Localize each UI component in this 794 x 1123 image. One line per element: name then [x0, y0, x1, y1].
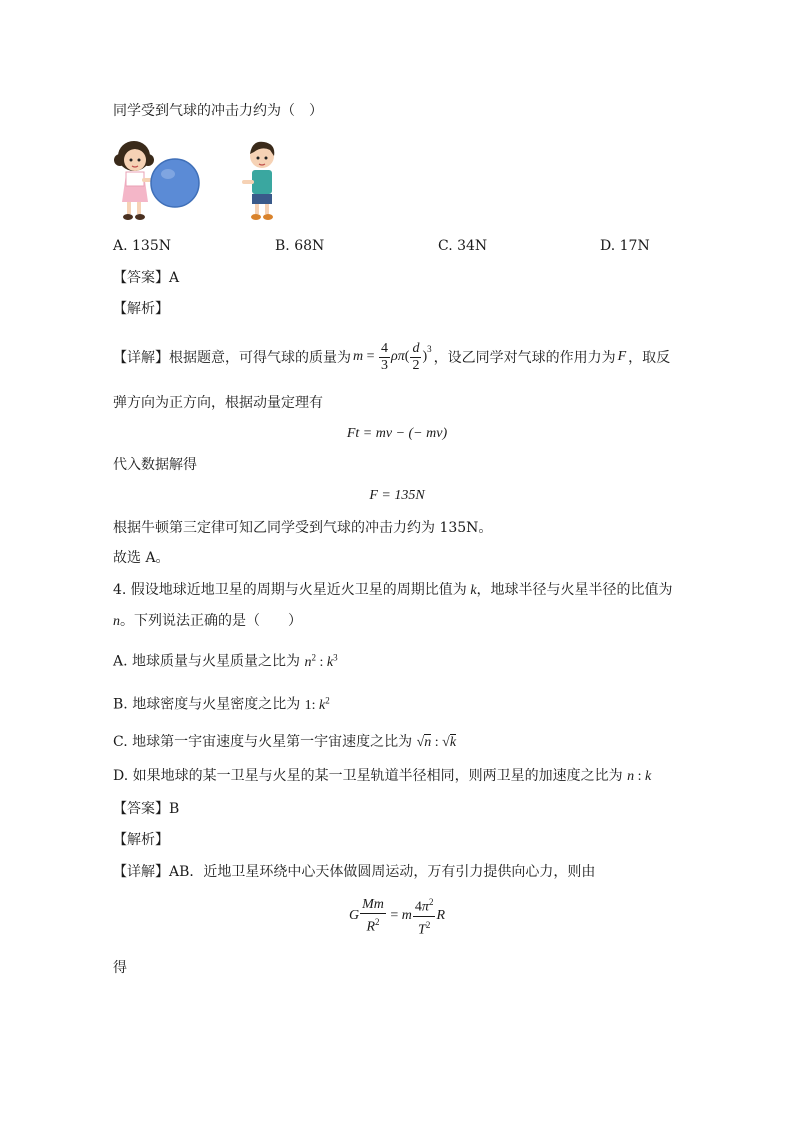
detail-tag: 【详解】	[113, 864, 169, 880]
q4-option-d	[113, 766, 651, 787]
q4-stem-2: 。下列说法正确的是（ ）	[120, 613, 302, 629]
q3-analysis-tag: 【解析】	[113, 301, 169, 317]
detail-text-1b: ，设乙同学对气球的作用力为	[433, 350, 616, 366]
q4-option-a	[113, 647, 338, 673]
q4-detail-line-2: 得	[113, 960, 127, 976]
q4-answer	[113, 799, 179, 819]
option-b-formula: 1: $k^2$	[304, 695, 330, 713]
force-result: F = 135N	[369, 488, 425, 503]
detail-text: AB．近地卫星环绕中心天体做圆周运动，万有引力提供向心力，则由	[169, 864, 596, 880]
q4-stem-1b: ，地球半径与火星半径的比值为	[476, 582, 673, 598]
ball	[151, 159, 199, 207]
symbol-k: k	[466, 583, 477, 598]
detail-text-1c: ，取反	[628, 350, 671, 366]
option-b-text: B. 地球密度与火星密度之比为	[113, 696, 301, 713]
momentum-equation: Ft = mv − (− mv)	[346, 426, 448, 441]
option-c-text: C. 地球第一宇宙速度与火星第一宇宙速度之比为	[113, 734, 413, 750]
q3-detail-line-1	[113, 337, 670, 377]
detail-tag: 【详解】	[113, 350, 169, 366]
option-a-formula: $n^2$ : $k^3$	[304, 652, 338, 670]
option-b: B. 68N	[275, 238, 325, 254]
girl-figure	[114, 141, 154, 220]
q4-stem-1a: 4. 假设地球近地卫星的周期与火星近火卫星的周期比值为	[113, 582, 467, 598]
option-d: D. 17N	[600, 238, 650, 254]
answer-tag: 【答案】	[113, 801, 169, 817]
option-c: C. 34N	[438, 238, 488, 254]
option-a: A. 135N	[113, 238, 171, 254]
option-d-text: D. 如果地球的某一卫星与火星的某一卫星轨道半径相同，则两卫星的加速度之比为	[113, 768, 623, 784]
answer-value: B	[169, 801, 180, 817]
option-a-text: A. 地球质量与火星质量之比为	[113, 653, 301, 670]
gravitation-equation: G $\frac{Mm}{R^2}$ = m $\frac{4\pi^2}{T^2}$ R	[0, 896, 794, 936]
q3-detail-line-3: 代入数据解得	[113, 457, 197, 473]
q4-option-c	[113, 732, 456, 753]
mass-formula: m = $\frac{4}{3}$ ρπ ( $\frac{d}{2}$ ) $^3$	[353, 340, 432, 373]
detail-text-1a: 根据题意，可得气球的质量为	[169, 350, 351, 366]
q3-detail-line-2: 弹方向为正方向，根据动量定理有	[113, 395, 323, 411]
answer-value: A	[169, 270, 180, 286]
symbol-n: n	[113, 614, 120, 629]
boy-figure	[242, 142, 274, 220]
q4-analysis-tag: 【解析】	[113, 832, 169, 848]
q3-answer	[113, 268, 179, 288]
q3-stem-tail: 同学受到气球的冲击力约为（ ）	[113, 103, 323, 119]
force-symbol: F	[617, 349, 627, 364]
q4-stem-line-2	[113, 611, 302, 632]
q4-stem-line-1	[113, 580, 673, 601]
q3-detail-line-4: 根据牛顿第三定律可知乙同学受到气球的冲击力约为 135N。	[113, 520, 493, 536]
children-ball-illustration	[112, 138, 292, 223]
q4-option-b	[113, 690, 330, 716]
answer-tag: 【答案】	[113, 270, 169, 286]
q3-conclusion: 故选 A。	[113, 550, 170, 566]
q4-detail-line-1	[113, 862, 595, 882]
option-d-formula: n : k	[627, 769, 652, 784]
option-c-formula: √n : √k	[416, 735, 457, 750]
